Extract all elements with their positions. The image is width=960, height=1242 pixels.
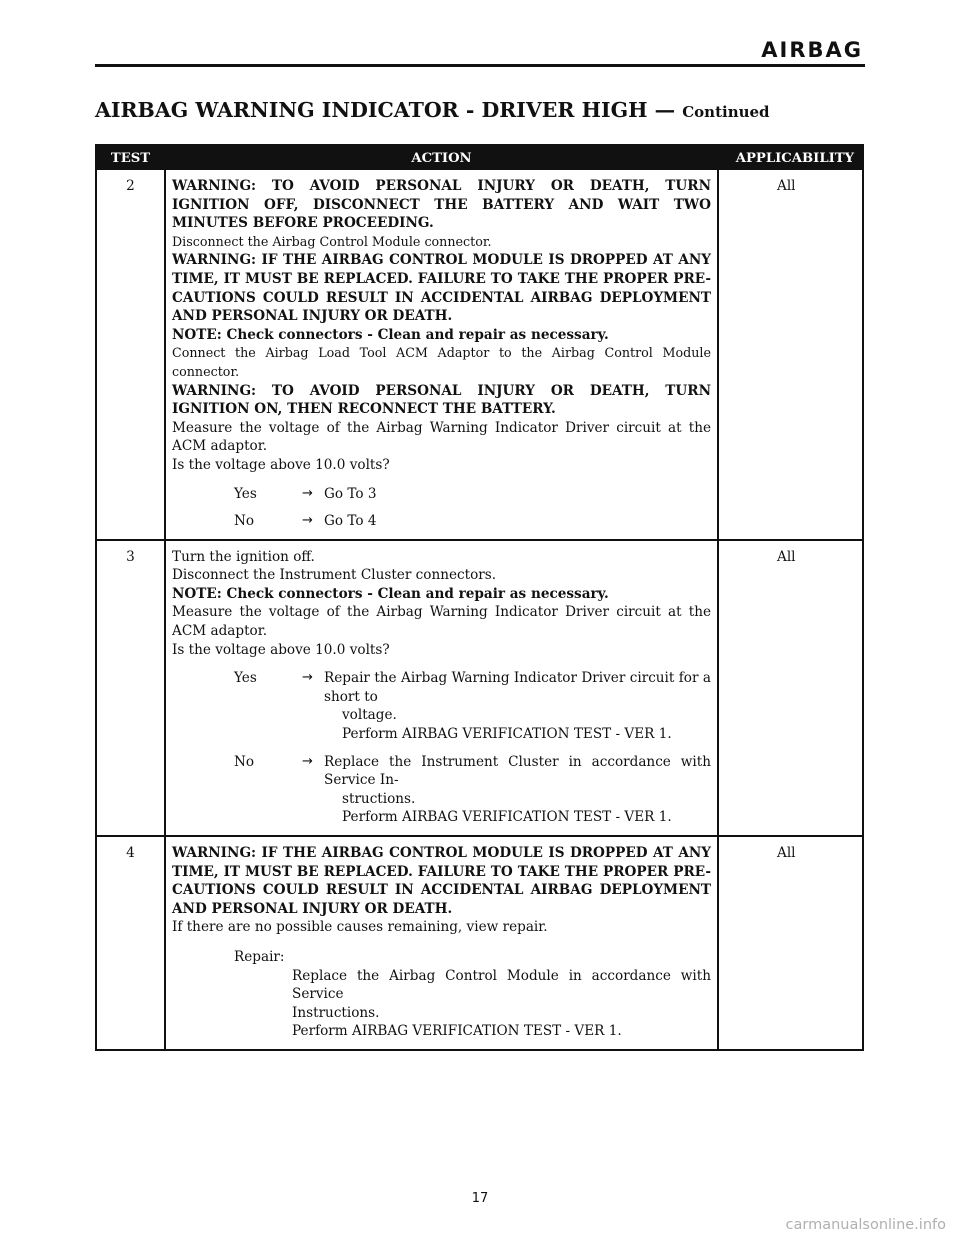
test-number: 2 [126, 178, 135, 194]
repair-line: Instructions. [292, 1004, 380, 1021]
warning-text: WARNING: IF THE AIRBAG CONTROL MODULE IS DROPPED AT ANY TIME, IT MUST BE REPLACED. FAILURE TO TAKE THE PROPER PRE- CAUTIONS COULD RESULT IN ACCIDENTAL AIRBAG DEPLOYMENT AND PERSONAL INJURY OR DEATH. [172, 252, 711, 325]
step-text: Disconnect the Instrument Cluster connectors. [172, 567, 497, 584]
warning-text: WARNING: TO AVOID PERSONAL INJURY OR DEATH, TURN IGNITION OFF, DISCONNECT THE BATTERY AND WAIT TWO MINUTES BEFORE PROCEEDING. [172, 178, 711, 232]
option-result [324, 753, 711, 827]
repair-label: Repair: [234, 948, 285, 965]
warning-text: WARNING: TO AVOID PERSONAL INJURY OR DEATH, TURN IGNITION ON, THEN RECONNECT THE BATTERY. [172, 382, 711, 418]
option-label: Yes [234, 670, 257, 687]
column-header-test: TEST [110, 150, 151, 166]
step-text: Measure the voltage of the Airbag Warning Indicator Driver circuit at the ACM adaptor. [172, 604, 711, 640]
result-line: structions. [342, 790, 416, 807]
option-result: Go To 3 [324, 485, 377, 502]
result-line: voltage. [342, 707, 397, 724]
option-label: No [234, 753, 255, 770]
repair-line: Perform AIRBAG VERIFICATION TEST - VER 1. [292, 1023, 622, 1040]
action-cell [164, 170, 719, 539]
repair-instructions [172, 967, 711, 1041]
option-no [172, 512, 711, 531]
applicability-cell: All [777, 845, 796, 861]
header-rule [95, 64, 865, 67]
option-label: No [234, 513, 255, 530]
result-line: Replace the Instrument Cluster in accordance with Service In- [324, 753, 711, 789]
warning-text: WARNING: IF THE AIRBAG CONTROL MODULE IS DROPPED AT ANY TIME, IT MUST BE REPLACED. FAILURE TO TAKE THE PROPER PRE- CAUTIONS COULD RESULT IN ACCIDENTAL AIRBAG DEPLOYMENT AND PERSONAL INJURY OR DEATH. [172, 845, 711, 917]
applicability-cell: All [777, 548, 796, 565]
test-number: 3 [126, 548, 135, 565]
result-line: Repair the Airbag Warning Indicator Driver circuit for a short to [324, 670, 711, 705]
step-text: Disconnect the Airbag Control Module connector. [172, 233, 492, 249]
column-header-action: ACTION [411, 150, 472, 166]
test-table [95, 144, 864, 1051]
action-cell [164, 541, 719, 835]
result-line: Perform AIRBAG VERIFICATION TEST - VER 1. [342, 809, 672, 826]
page-number: 17 [471, 1191, 489, 1206]
table-row-test-4 [97, 835, 862, 1049]
arrow-right-icon: → [302, 670, 313, 686]
applicability-cell: All [777, 178, 796, 194]
section-title: AIRBAG [761, 38, 863, 62]
arrow-right-icon: → [302, 753, 313, 769]
watermark: carmanualsonline.info [785, 1217, 946, 1233]
repair-line: Replace the Airbag Control Module in accordance with Service [292, 967, 711, 1003]
arrow-right-icon: → [302, 513, 313, 529]
option-yes [172, 485, 711, 504]
option-result: Go To 4 [324, 513, 377, 530]
action-cell [164, 837, 719, 1049]
table-header [97, 146, 862, 170]
note-text: NOTE: Check connectors - Clean and repair as necessary. [172, 585, 609, 602]
table-row-test-2 [97, 170, 862, 539]
question-text: Is the voltage above 10.0 volts? [172, 456, 390, 473]
question-text: Is the voltage above 10.0 volts? [172, 641, 390, 658]
option-yes [172, 669, 711, 743]
arrow-right-icon: → [302, 485, 313, 501]
test-number: 4 [126, 845, 135, 861]
note-text: NOTE: Check connectors - Clean and repair as necessary. [172, 326, 609, 343]
page-title-main: AIRBAG WARNING INDICATOR - DRIVER HIGH — [95, 98, 676, 122]
column-header-applicability: APPLICABILITY [735, 150, 854, 166]
page-title-continued: Continued [682, 103, 770, 121]
step-text: Turn the ignition off. [172, 548, 315, 565]
option-result [324, 669, 711, 743]
result-line: Perform AIRBAG VERIFICATION TEST - VER 1. [342, 726, 672, 743]
step-text: Measure the voltage of the Airbag Warning Indicator Driver circuit at the ACM adaptor. [172, 419, 711, 455]
page-title [95, 98, 770, 122]
step-text: Connect the Airbag Load Tool ACM Adaptor to the Airbag Control Module connector. [172, 345, 711, 379]
table-row-test-3 [97, 539, 862, 835]
option-label: Yes [234, 485, 257, 502]
step-text: If there are no possible causes remaining, view repair. [172, 919, 548, 936]
option-no [172, 753, 711, 827]
